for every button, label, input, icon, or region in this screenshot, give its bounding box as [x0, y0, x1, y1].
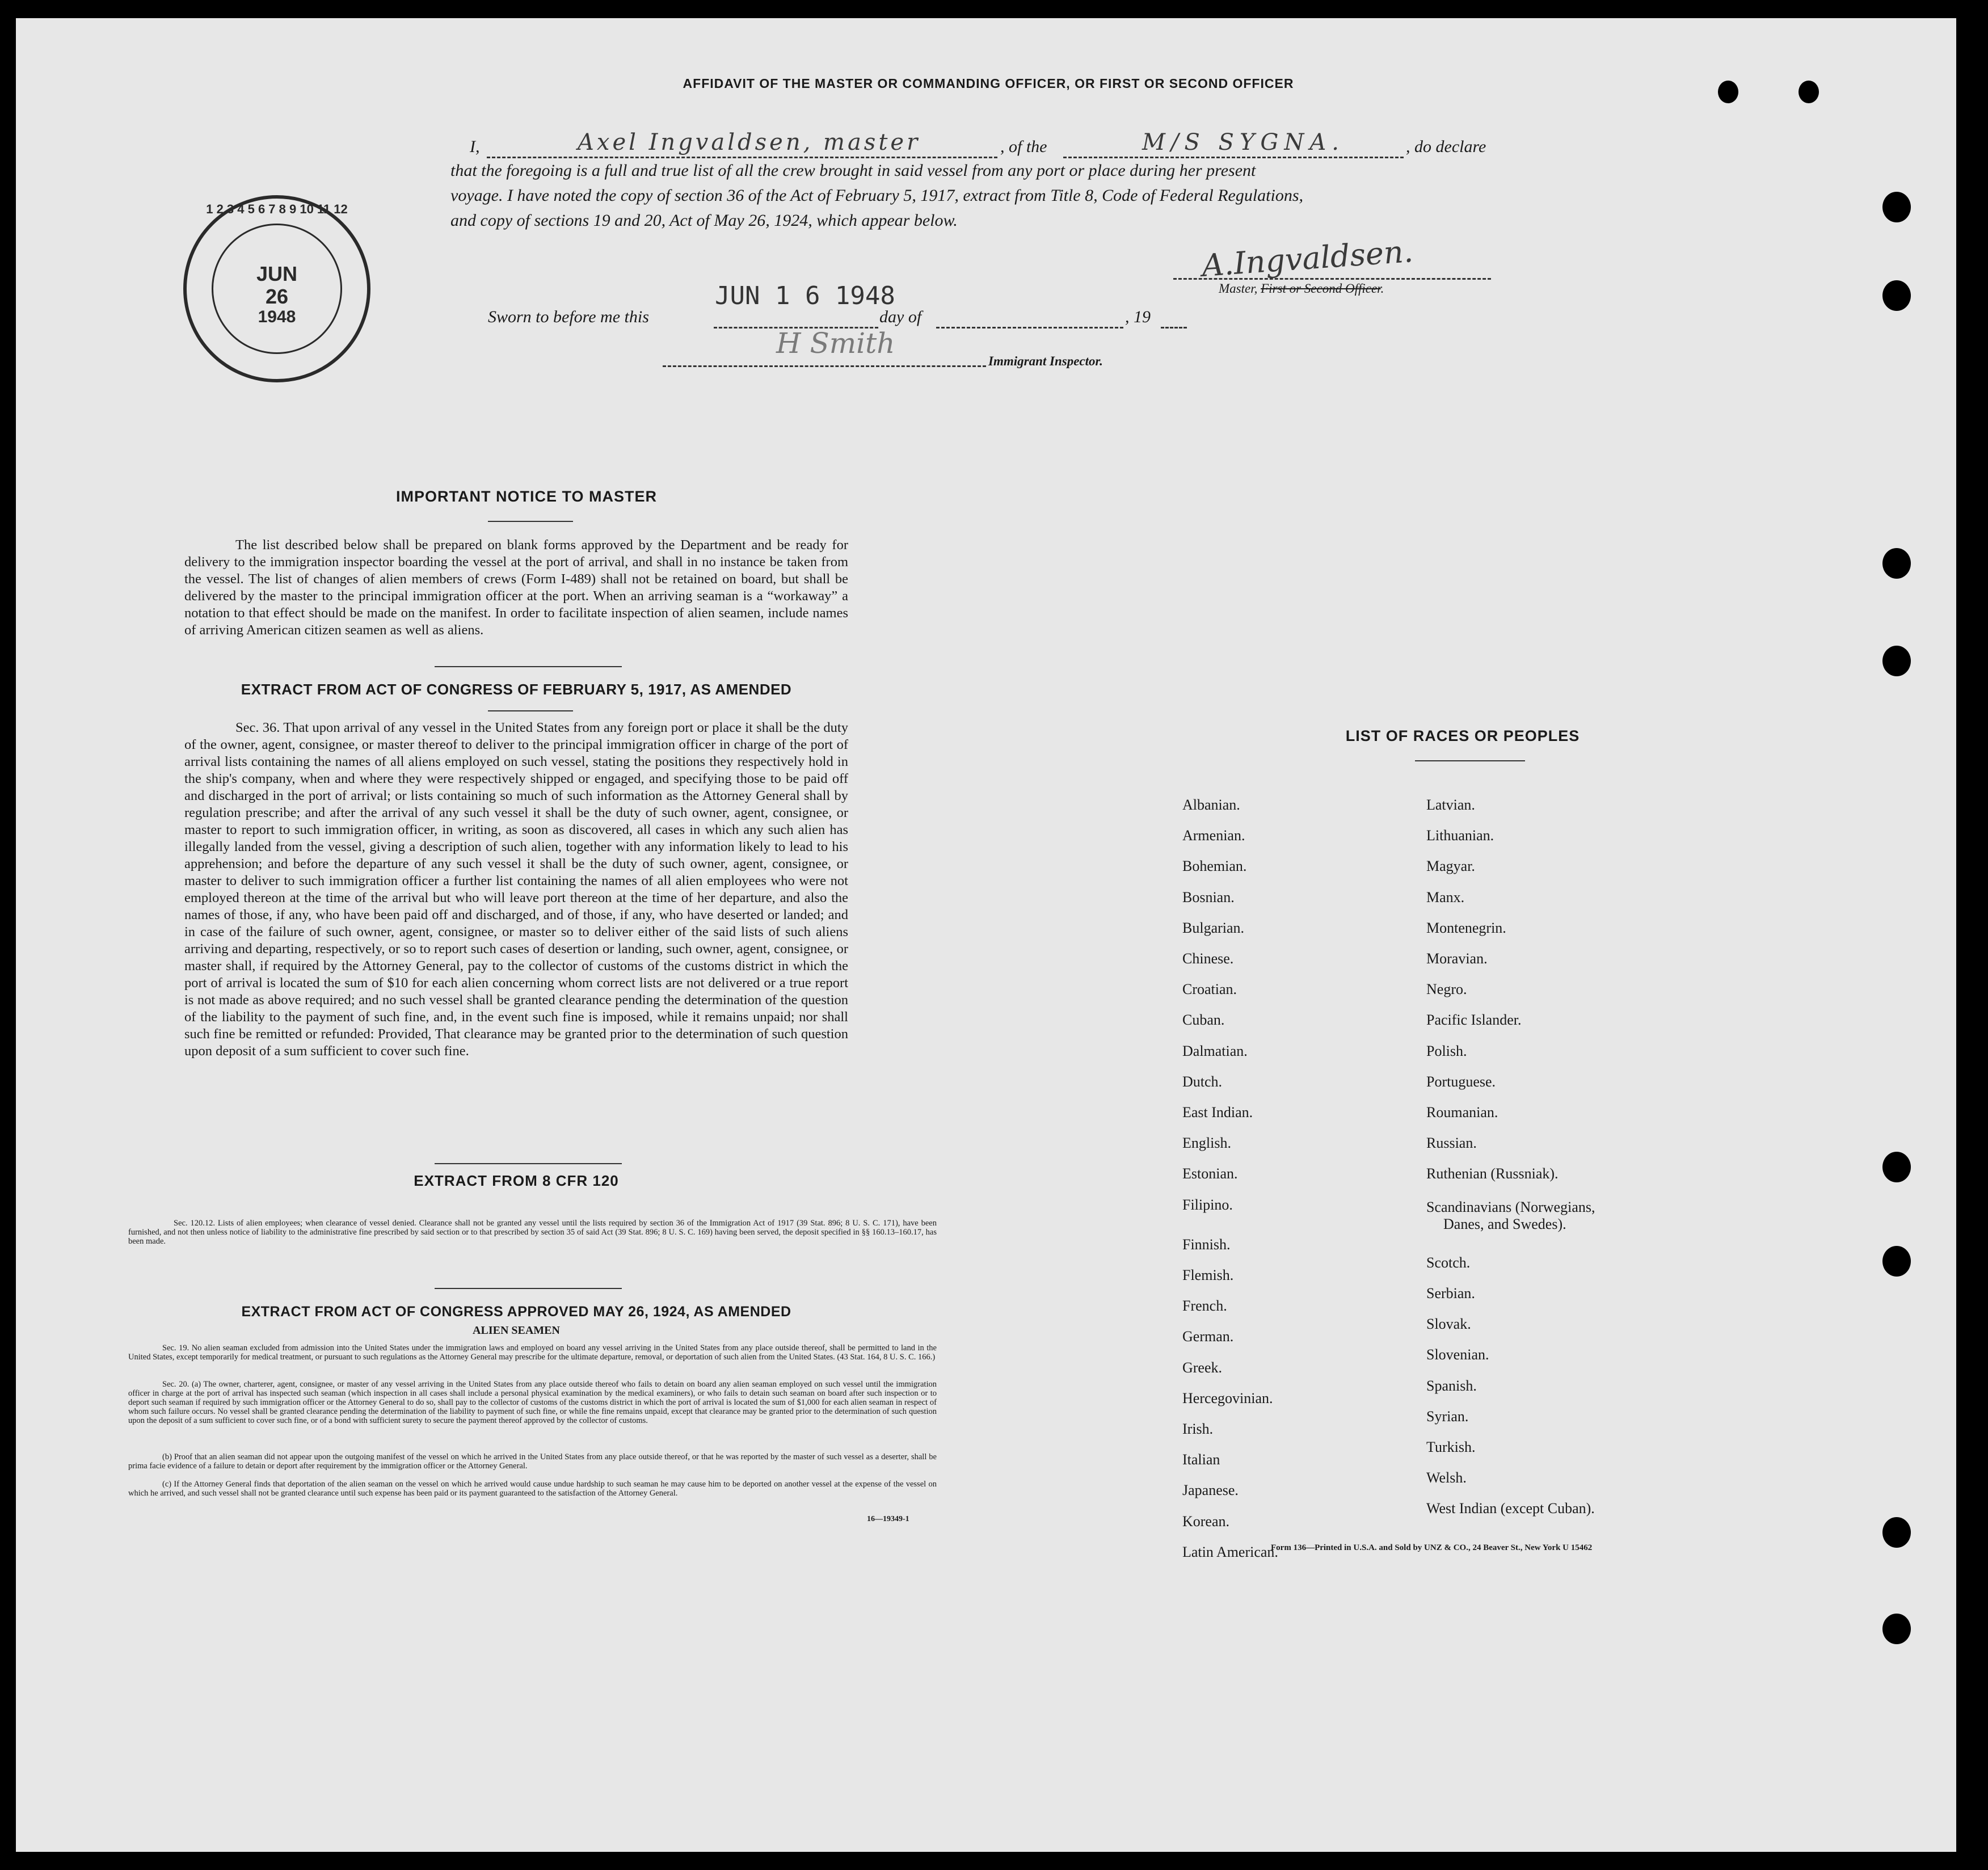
race-item: Greek. [1182, 1359, 1223, 1376]
year-prefix-label: , 19 [1125, 308, 1151, 326]
races-heading: LIST OF RACES OR PEOPLES [1345, 727, 1580, 744]
race-item: Russian. [1426, 1135, 1477, 1152]
binder-hole [1882, 1614, 1911, 1644]
notice-heading: IMPORTANT NOTICE TO MASTER [396, 488, 657, 505]
extract-1917-body: Sec. 36. That upon arrival of any vessel in the United States from any foreign port or place it shall be the duty of the owner, agent, consignee, or master thereof to deliver to the principal immigration officer in charge of the port of arrival lists containing the names of all aliens employed on such vessel, stating the positions they respectively hold in the ship's company, when and where they were respectively shipped or engaged, and specifying those to be paid off and discharged in the port of arrival; or lists containing so much of such information as the Attorney General shall by regulation prescribe; and after the arrival of any such vessel it shall be the duty of such owner, agent, consignee, or master to report to such immigration officer, in writing, as soon as discovered, all cases in which any such alien has illegally landed from the vessel, giving a description of such alien, together with any information likely to lead to his apprehension; and before the departure of any such vessel it shall be the duty of such owner, agent, consignee, or master to deliver to such immigration officer a further list containing the names of all alien employees who were not employed thereon at the time of the arrival but who will leave port thereon at the time of her departure, and also the names of those, if any, who have been paid off and discharged, and of those, if any, who have deserted or landed; and in case of the failure of such owner, agent, consignee, or master so to deliver either of the said lists of such aliens arriving and departing, respectively, or so to report such cases of desertion or landing, such owner, agent, consignee, or master shall, if required by the Attorney General, pay to the collector of customs of the customs district in which the port of arrival is located the sum of $10 for each alien concerning whom correct lists are not delivered or a true report is not made as above required; and no such vessel shall be granted clearance pending the determination of the question of the liability to the payment of such fine, and, in the event such fine is imposed, while it remains unpaid; nor shall such fine be remitted or refunded: Provided, That clearance may be granted prior to the determination of such question upon deposit of a sum sufficient to cover such fine. [184, 720, 848, 1059]
extract-8cfr-heading: EXTRACT FROM 8 CFR 120 [414, 1172, 619, 1189]
races-heading-rule [1415, 760, 1525, 761]
affidavit-line-2: that the foregoing is a full and true list of all the crew brought in said vessel from any port or place during her present [450, 161, 1256, 180]
race-item: Syrian. [1426, 1408, 1469, 1425]
race-item: Chinese. [1182, 950, 1234, 967]
race-item: East Indian. [1182, 1104, 1253, 1121]
binder-hole [1799, 81, 1819, 103]
race-item: Manx. [1426, 888, 1465, 905]
race-item: English. [1182, 1135, 1231, 1152]
binder-hole [1882, 192, 1911, 222]
master-name: Axel Ingvaldsen, master [578, 129, 921, 155]
vessel-name: M/S SYGNA. [1142, 129, 1345, 155]
printer-footer: Form 136—Printed in U.S.A. and Sold by UNZ & CO., 24 Beaver St., New York U 15462 [1271, 1543, 1593, 1552]
signer-role-prefix: Master, [1219, 281, 1258, 296]
race-item: West Indian (except Cuban). [1426, 1500, 1595, 1517]
stamp-month: JUN [256, 262, 298, 285]
extract-1924-form-number: 16—19349-1 [867, 1515, 909, 1523]
signer-role [1219, 281, 1384, 296]
race-item: Dutch. [1182, 1073, 1223, 1090]
extract-1924-subheading: ALIEN SEAMEN [473, 1324, 560, 1337]
race-item: Bosnian. [1182, 888, 1235, 905]
race-item: Dalmatian. [1182, 1042, 1248, 1059]
sworn-label: Sworn to before me this [488, 308, 649, 326]
extract-1917-heading: EXTRACT FROM ACT OF CONGRESS OF FEBRUARY 5, 1917, AS AMENDED [241, 681, 792, 698]
race-item: Bulgarian. [1182, 919, 1245, 936]
binder-hole [1882, 1152, 1911, 1182]
extract-1917-heading-rule [488, 710, 573, 711]
race-item: Hercegovinian. [1182, 1389, 1273, 1406]
extract-8cfr-end-rule [435, 1288, 622, 1289]
stamp-day: 26 [265, 285, 289, 308]
stamp-year: 1948 [258, 308, 296, 326]
master-signature: A.Ingvaldsen. [1201, 233, 1414, 284]
signer-role-struck: First or Second Officer [1261, 281, 1381, 296]
extract-1917-end-rule [435, 1163, 622, 1164]
extract-1924-sec20b: (b) Proof that an alien seaman did not appear upon the outgoing manifest of the vessel on which he arrived in the United States from any place outside thereof, or that he was reported by the master of such vessel as a deserter, shall be prima facie evidence of a failure to detain or deport after requirement by the immigration officer or the Attorney General. [128, 1452, 937, 1471]
race-item: Polish. [1426, 1042, 1467, 1059]
race-item: Scandinavians (Norwegians, [1426, 1198, 1595, 1215]
race-item: French. [1182, 1298, 1227, 1315]
year-line [1161, 327, 1187, 328]
race-item: Estonian. [1182, 1165, 1238, 1182]
race-item: Latin American. [1182, 1543, 1278, 1560]
race-item: Flemish. [1182, 1267, 1234, 1283]
extract-1924-sec19: Sec. 19. No alien seaman excluded from admission into the United States under the immigration laws and employed on board any vessel arriving in the United States from any place outside thereof, shall be permitted to land in the United States, except temporarily for medical treatment, or pursuant to such regulations as the Attorney General may prescribe for the ultimate departure, removal, or deportation of such alien from the United States. (43 Stat. 164, 8 U. S. C. 166.) [128, 1343, 937, 1362]
month-line [936, 327, 1123, 328]
race-item: Lithuanian. [1426, 827, 1494, 844]
do-declare-label: , do declare [1406, 137, 1486, 156]
race-item: Portuguese. [1426, 1073, 1496, 1090]
notice-body: The list described below shall be prepared on blank forms approved by the Department and be ready for delivery to the immigration inspector boarding the vessel at the port of arrival, and shall in no instance be taken from the vessel. The list of changes of alien members of crews (Form I-489) shall not be retained on board, but shall be delivered by the master to the principal immigration officer at the port. When an arriving seaman is a “workaway” a notation to that effect should be made on the manifest. In order to facilitate inspection of alien seamen, include names of arriving American citizen seamen as well as aliens. [184, 537, 848, 638]
race-item: Welsh. [1426, 1469, 1467, 1486]
extract-1924-heading: EXTRACT FROM ACT OF CONGRESS APPROVED MAY 26, 1924, AS AMENDED [241, 1304, 791, 1320]
race-item: Montenegrin. [1426, 919, 1506, 936]
extract-1924-sec20c: (c) If the Attorney General finds that deportation of the alien seaman on the vessel on which he arrived would cause undue hardship to such seaman he may cause him to be deported on another vessel at the expense of the vessel on which he arrived, and such vessel shall not be granted clearance until such expense has been paid or its payment guaranteed to the satisfaction of the Attorney General. [128, 1480, 937, 1498]
extract-8cfr-body: Sec. 120.12. Lists of alien employees; when clearance of vessel denied. Clearance shall not be granted any vessel until the lists required by section 36 of the Immigration Act of 1917 (39 Stat. 896; 8 U. S. C. 171), have been furnished, and not then unless notice of liability to the administrative fine prescribed by said section or to that prescribed by section 35 of said Act (39 Stat. 896; 8 U. S. C. 169) having been served, the deposit specified in §§ 160.13–160.17, has been made. [128, 1219, 937, 1246]
extract-1924-sec20a: Sec. 20. (a) The owner, charterer, agent, consignee, or master of any vessel arriving in the United States from any place outside thereof who fails to detain on board any alien seaman employed on such vessel until the immigration officer in charge at the port of arrival has inspected such seaman (which inspection in all cases shall include a personal physical examination by the medical examiners), or who fails to detain such seaman on board after such inspection or to deport such seaman if required by such immigration officer or the Attorney General to do so, shall pay to the collector of customs of the customs district in which the port of arrival is located the sum of $1,000 for each alien seaman in respect of whom such failure occurs. No vessel shall be granted clearance pending the determination of the liability to payment of such fine, or while the fine remains unpaid, except that clearance may be granted prior to the determination of such question upon the deposit of a sum sufficient to cover such fine, or of a bond with sufficient surety to secure the payment thereof approved by the collector of customs. [128, 1380, 937, 1425]
affidavit-line-3: voyage. I have noted the copy of section 36 of the Act of February 5, 1917, extract from Title 8, Code of Federal Regulations, [450, 186, 1304, 205]
race-item: Roumanian. [1426, 1104, 1498, 1121]
race-item: Moravian. [1426, 950, 1488, 967]
race-item: Slovak. [1426, 1316, 1471, 1333]
binder-hole [1882, 646, 1911, 676]
document-page [16, 18, 1956, 1852]
binder-hole [1718, 81, 1738, 103]
notice-heading-rule [488, 521, 573, 522]
race-item: Finnish. [1182, 1236, 1231, 1253]
race-item: Armenian. [1182, 827, 1245, 844]
signer-role-suffix: . [1380, 281, 1384, 296]
binder-hole [1882, 280, 1911, 311]
stamp-ring-numbers: 1 2 3 4 5 6 7 8 9 10 11 12 [206, 202, 348, 216]
race-item: Irish. [1182, 1421, 1214, 1437]
inspector-signature-line [663, 365, 986, 367]
notice-end-rule [435, 666, 622, 667]
race-item: Japanese. [1182, 1482, 1239, 1499]
race-item: Scotch. [1426, 1254, 1471, 1271]
master-name-line [487, 157, 997, 158]
sworn-date-stamp: JUN 1 6 1948 [715, 281, 895, 310]
race-item: Italian [1182, 1451, 1220, 1468]
day-of-label: day of [879, 308, 922, 326]
race-item: Pacific Islander. [1426, 1012, 1522, 1029]
binder-hole [1882, 1246, 1911, 1277]
race-item: Turkish. [1426, 1439, 1476, 1455]
race-item: Cuban. [1182, 1012, 1225, 1029]
race-item: Korean. [1182, 1513, 1230, 1530]
immigration-date-stamp [183, 195, 370, 382]
race-item: Negro. [1426, 981, 1467, 998]
race-item: Danes, and Swedes). [1443, 1215, 1566, 1232]
race-item: Bohemian. [1182, 858, 1247, 875]
race-item: Slovenian. [1426, 1346, 1489, 1363]
affidavit-title: AFFIDAVIT OF THE MASTER OR COMMANDING OFFICER, OR FIRST OR SECOND OFFICER [683, 76, 1294, 91]
race-item: Magyar. [1426, 858, 1475, 875]
race-item: Croatian. [1182, 981, 1237, 998]
race-item: Spanish. [1426, 1377, 1477, 1394]
race-item: Serbian. [1426, 1285, 1475, 1302]
vessel-name-line [1063, 157, 1404, 158]
race-item: Ruthenian (Russniak). [1426, 1165, 1559, 1182]
master-signature-line [1173, 278, 1491, 280]
inspector-signature: H Smith [776, 327, 895, 360]
race-item: German. [1182, 1328, 1234, 1345]
affidavit-line-4: and copy of sections 19 and 20, Act of May 26, 1924, which appear below. [450, 211, 958, 230]
binder-hole [1882, 548, 1911, 579]
of-the-label: , of the [1000, 137, 1047, 156]
race-item: Latvian. [1426, 797, 1475, 813]
race-item: Albanian. [1182, 797, 1240, 813]
affidavit-i-label: I, [470, 137, 480, 156]
inspector-label: Immigrant Inspector. [988, 354, 1103, 368]
binder-hole [1882, 1517, 1911, 1548]
race-item: Filipino. [1182, 1196, 1233, 1213]
